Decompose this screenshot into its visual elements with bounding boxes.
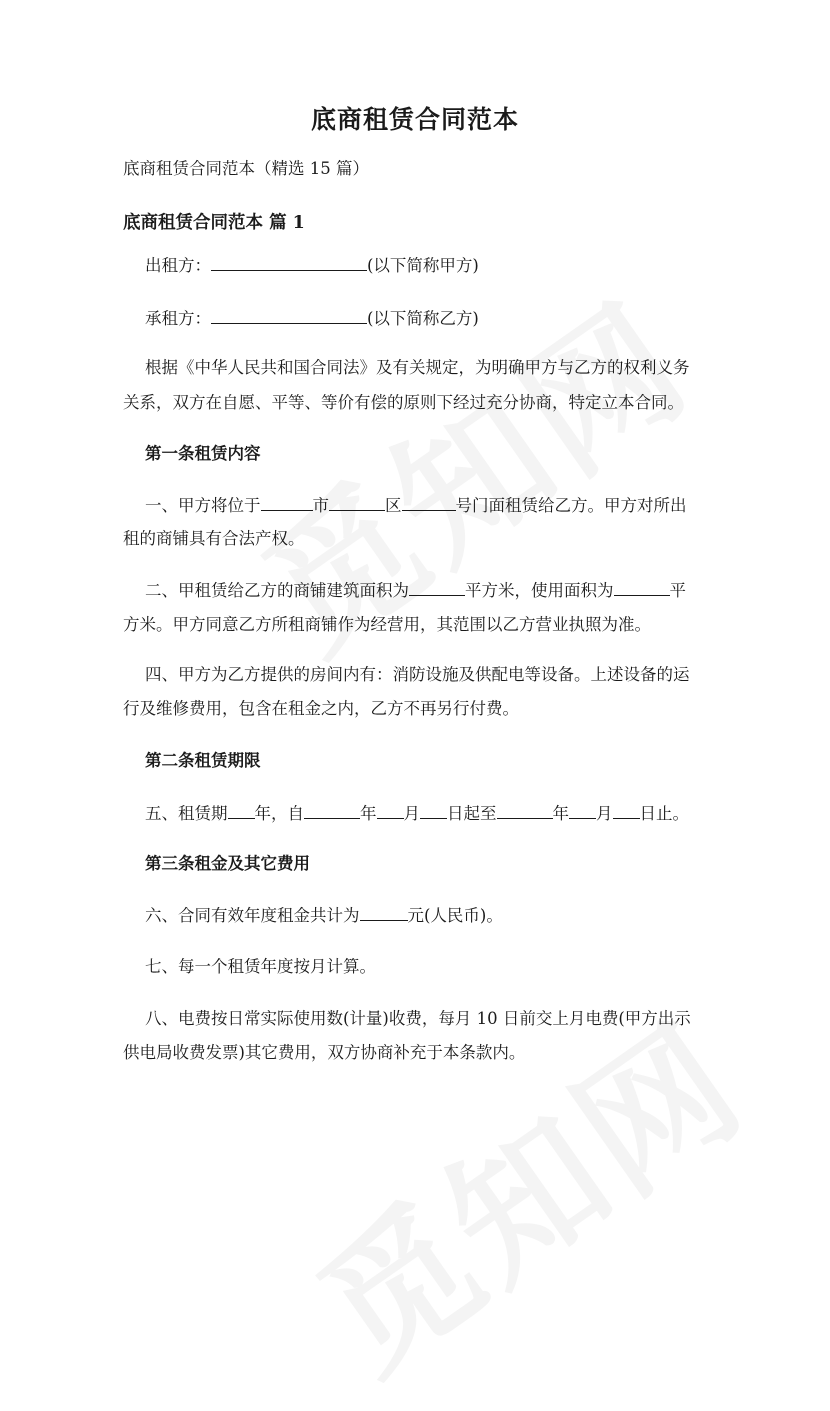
clause-8-line-2: 供电局收费发票)其它费用，双方协商补充于本条款内。 xyxy=(123,1043,526,1062)
usable-area-blank xyxy=(614,579,670,596)
clause-6-line xyxy=(145,904,503,927)
clause-2-text-c: 平 xyxy=(669,581,686,600)
intro-line-2: 关系，双方在自愿、平等、等价有偿的原则下经过充分协商，特定立本合同。 xyxy=(123,393,684,412)
end-year-blank xyxy=(497,802,553,819)
clause-4-line-2: 行及维修费用，包含在租金之内，乙方不再另行付费。 xyxy=(123,699,519,718)
start-year-blank xyxy=(304,802,360,819)
clause-2-line-1 xyxy=(145,579,686,602)
document-subtitle: 底商租赁合同范本（精选 15 篇） xyxy=(123,159,369,178)
clause-5-text-e: 日起至 xyxy=(447,804,497,823)
clause-6-text-b: 元(人民币)。 xyxy=(407,906,503,925)
section-heading: 底商租赁合同范本 篇 1 xyxy=(123,213,305,233)
lessee-line xyxy=(145,307,479,330)
lessee-label: 承租方： xyxy=(145,309,211,328)
clause-2-text-b: 平方米，使用面积为 xyxy=(465,581,614,600)
clause-1-text-a: 一、甲方将位于 xyxy=(145,496,261,515)
clause-4-line-1: 四、甲方为乙方提供的房间内有：消防设施及供配电等设备。上述设备的运 xyxy=(145,665,690,684)
clause-5-text-g: 月 xyxy=(596,804,613,823)
clause-1-text-d: 号门面租赁给乙方。甲方对所出 xyxy=(455,496,687,515)
lessee-suffix: (以下简称乙方) xyxy=(367,309,479,328)
city-blank xyxy=(261,494,313,511)
end-month-blank xyxy=(569,802,596,819)
rent-amount-blank xyxy=(360,904,408,921)
clause-8-line-1: 八、电费按日常实际使用数(计量)收费，每月 10 日前交上月电费(甲方出示 xyxy=(145,1009,691,1028)
clause-5-text-h: 日止。 xyxy=(639,804,689,823)
document-title: 底商租赁合同范本 xyxy=(310,105,519,134)
lessor-line xyxy=(145,254,479,277)
lessor-label: 出租方： xyxy=(145,256,211,275)
start-month-blank xyxy=(377,802,404,819)
clause-5-text-b: 年，自 xyxy=(254,804,304,823)
end-day-blank xyxy=(613,802,640,819)
lessee-blank xyxy=(211,307,367,324)
clause-1-line-2: 租的商铺具有合法产权。 xyxy=(123,529,305,548)
clause-5-text-f: 年 xyxy=(552,804,569,823)
clause-2-text-a: 二、甲租赁给乙方的商铺建筑面积为 xyxy=(145,581,409,600)
clause-6-text-a: 六、合同有效年度租金共计为 xyxy=(145,906,360,925)
article-3-heading: 第三条租金及其它费用 xyxy=(145,854,310,873)
lessor-blank xyxy=(211,254,367,271)
lessor-suffix: (以下简称甲方) xyxy=(367,256,479,275)
clause-5-text-a: 五、租赁期 xyxy=(145,804,228,823)
clause-1-line-1 xyxy=(145,494,687,517)
number-blank xyxy=(402,494,456,511)
start-day-blank xyxy=(420,802,447,819)
clause-2-line-2: 方米。甲方同意乙方所租商铺作为经营用，其范围以乙方营业执照为准。 xyxy=(123,615,651,634)
article-2-heading: 第二条租赁期限 xyxy=(145,751,261,770)
clause-5-text-c: 年 xyxy=(360,804,377,823)
clause-5-text-d: 月 xyxy=(403,804,420,823)
clause-1-text-c: 区 xyxy=(385,496,402,515)
clause-5-line xyxy=(145,802,689,825)
article-1-heading: 第一条租赁内容 xyxy=(145,444,261,463)
district-blank xyxy=(329,494,385,511)
clause-1-text-b: 市 xyxy=(312,496,329,515)
term-years-blank xyxy=(228,802,255,819)
clause-7-line: 七、每一个租赁年度按月计算。 xyxy=(145,957,376,976)
intro-line-1: 根据《中华人民共和国合同法》及有关规定，为明确甲方与乙方的权利义务 xyxy=(145,358,690,377)
building-area-blank xyxy=(409,579,465,596)
